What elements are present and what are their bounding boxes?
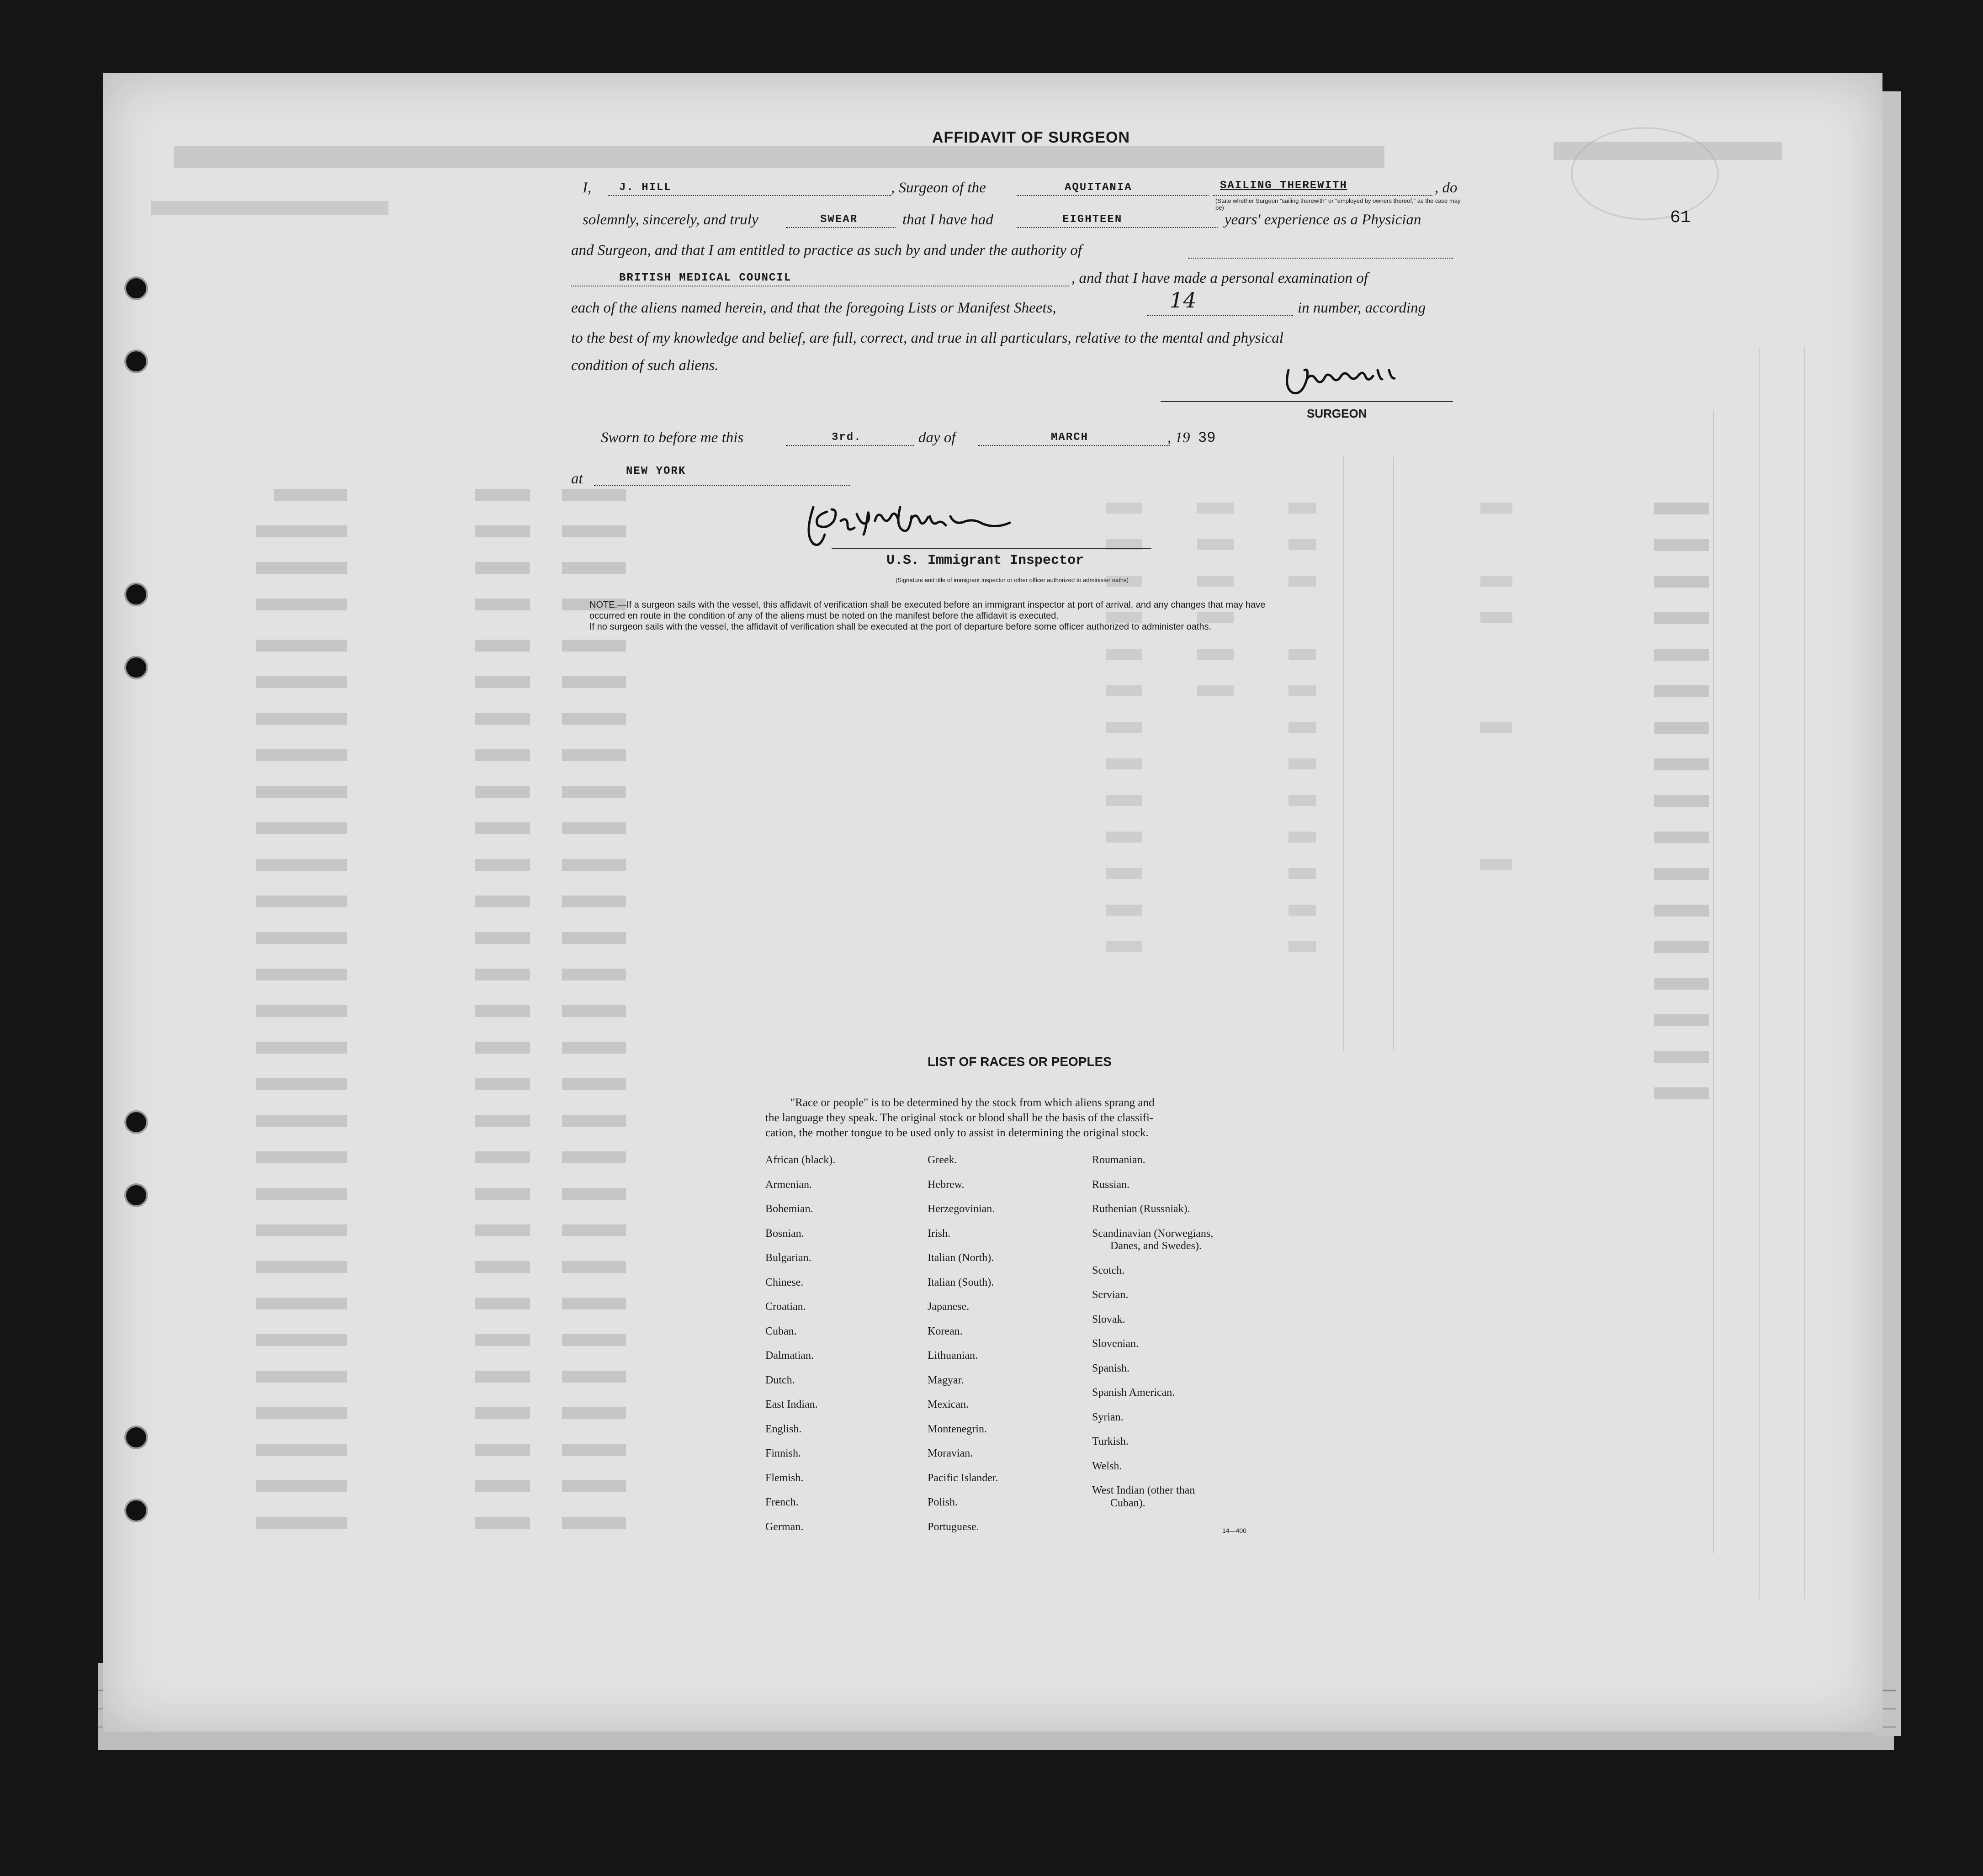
races-intro-3: cation, the mother tongue to be used only to assist in determining the original stock. — [765, 1127, 1149, 1139]
punch-hole — [124, 1426, 148, 1449]
race-entry: Moravian. — [928, 1447, 973, 1459]
swear-word: SWEAR — [820, 213, 858, 226]
race-entry: Scotch. — [1092, 1264, 1125, 1277]
race-entry: Pacific Islander. — [928, 1472, 998, 1484]
races-intro-2: the language they speak. The original stock or blood shall be the basis of the classifi- — [765, 1112, 1154, 1124]
race-entry: Magyar. — [928, 1374, 964, 1386]
affidavit-title: AFFIDAVIT OF SURGEON — [932, 129, 1130, 146]
sworn-prefix: Sworn to before me this — [601, 429, 744, 446]
race-entry: Armenian. — [765, 1178, 812, 1191]
inspector-instruction: (Signature and title of immigrant inspector or other officer authorized to administer oaths) — [896, 577, 1129, 583]
races-title: LIST OF RACES OR PEOPLES — [928, 1055, 1112, 1069]
race-entry: Cuban). — [1110, 1497, 1145, 1509]
race-entry: Greek. — [928, 1154, 957, 1166]
affidavit-line5-prefix: each of the aliens named herein, and that the foregoing Lists or Manifest Sheets, — [571, 300, 1056, 316]
race-entry: Slovenian. — [1092, 1338, 1139, 1350]
sworn-place: NEW YORK — [626, 465, 686, 477]
years-experience: EIGHTEEN — [1062, 213, 1123, 226]
race-entry: Danes, and Swedes). — [1110, 1240, 1202, 1252]
surgeon-signature — [1275, 352, 1421, 407]
surgeon-label: SURGEON — [1307, 407, 1367, 420]
sworn-day: 3rd. — [832, 431, 862, 444]
race-entry: Roumanian. — [1092, 1154, 1145, 1166]
race-entry: Portuguese. — [928, 1521, 979, 1533]
affidavit-line1-prefix: I, — [583, 180, 592, 196]
race-entry: Welsh. — [1092, 1460, 1122, 1472]
race-entry: Lithuanian. — [928, 1350, 978, 1362]
licensing-authority: BRITISH MEDICAL COUNCIL — [619, 272, 792, 284]
punch-hole — [124, 583, 148, 606]
race-entry: Dalmatian. — [765, 1350, 814, 1362]
race-entry: Polish. — [928, 1496, 958, 1508]
race-entry: Spanish. — [1092, 1362, 1130, 1374]
race-entry: Italian (North). — [928, 1252, 994, 1264]
race-entry: Italian (South). — [928, 1276, 994, 1288]
affidavit-line7: condition of such aliens. — [571, 357, 719, 374]
race-entry: Chinese. — [765, 1276, 804, 1288]
race-entry: Servian. — [1092, 1289, 1129, 1301]
affidavit-line4-suffix: , and that I have made a personal examination of — [1071, 270, 1368, 286]
race-entry: French. — [765, 1496, 799, 1508]
affidavit-line2-suffix: years' experience as a Physician — [1225, 212, 1421, 228]
affidavit-line1-surgeon-of: , Surgeon of the — [891, 180, 986, 196]
race-entry: Herzegovinian. — [928, 1203, 995, 1215]
vessel-name: AQUITANIA — [1065, 181, 1132, 194]
note-line-3: If no surgeon sails with the vessel, the affidavit of verification shall be executed at the port of departure before some officer authorized to administer oaths. — [589, 622, 1212, 632]
page-number: 61 — [1670, 208, 1691, 228]
note-line-2: occurred en route in the condition of any of the aliens must be noted on the manifest before the affidavit is executed. — [589, 611, 1059, 621]
race-entry: Bulgarian. — [765, 1252, 811, 1264]
inspector-label: U.S. Immigrant Inspector — [886, 553, 1084, 568]
form-number: 14—400 — [1222, 1527, 1246, 1534]
affidavit-line6: to the best of my knowledge and belief, are full, correct, and true in all particulars, relative to the mental and physical — [571, 330, 1283, 346]
punch-hole — [124, 1499, 148, 1522]
affidavit-line2-prefix: solemnly, sincerely, and truly — [583, 212, 758, 228]
races-intro-1: "Race or people" is to be determined by the stock from which aliens sprang and — [790, 1097, 1155, 1109]
race-entry: Turkish. — [1092, 1436, 1129, 1447]
race-entry: Croatian. — [765, 1301, 806, 1313]
inspector-signature — [795, 493, 1078, 557]
race-entry: Russian. — [1092, 1178, 1130, 1191]
affidavit-line5-suffix: in number, according — [1298, 300, 1426, 316]
race-entry: Bohemian. — [765, 1203, 813, 1215]
sworn-month: MARCH — [1051, 431, 1089, 444]
manifest-sheet-count: 14 — [1170, 288, 1197, 313]
race-entry: Slovak. — [1092, 1313, 1125, 1325]
sworn-day-of: day of — [918, 429, 956, 446]
surgeon-status: SAILING THEREWITH — [1220, 180, 1347, 192]
race-entry: East Indian. — [765, 1399, 818, 1410]
sworn-year-prefix: , 19 — [1167, 429, 1190, 446]
race-entry: Korean. — [928, 1325, 963, 1337]
affidavit-line1-do: , do — [1435, 180, 1458, 196]
race-entry: Syrian. — [1092, 1411, 1124, 1423]
race-entry: Dutch. — [765, 1374, 795, 1386]
affidavit-line2-had: that I have had — [902, 212, 993, 228]
race-entry: English. — [765, 1423, 802, 1435]
sworn-year: 39 — [1198, 429, 1216, 446]
punch-hole — [124, 276, 148, 300]
punch-hole — [124, 1183, 148, 1207]
punch-hole — [124, 350, 148, 373]
race-entry: Irish. — [928, 1227, 950, 1240]
race-entry: German. — [765, 1521, 804, 1533]
surgeon-name: J. HILL — [619, 181, 672, 194]
race-entry: Japanese. — [928, 1301, 970, 1313]
race-entry: Montenegrin. — [928, 1423, 987, 1435]
race-entry: West Indian (other than — [1092, 1484, 1195, 1496]
race-entry: Flemish. — [765, 1472, 804, 1484]
status-instruction: (State whether Surgeon "sailing therewith" or "employed by owners thereof," as the case may be) — [1215, 197, 1461, 211]
race-entry: Scandinavian (Norwegians, — [1092, 1227, 1214, 1240]
punch-hole — [124, 656, 148, 679]
race-entry: Spanish American. — [1092, 1387, 1175, 1399]
punch-hole — [124, 1110, 148, 1134]
affidavit-line3: and Surgeon, and that I am entitled to practice as such by and under the authority of — [571, 242, 1082, 259]
race-entry: Mexican. — [928, 1399, 969, 1410]
race-entry: Ruthenian (Russniak). — [1092, 1203, 1190, 1215]
at-prefix: at — [571, 471, 583, 487]
race-entry: Hebrew. — [928, 1178, 965, 1191]
race-entry: Bosnian. — [765, 1227, 804, 1240]
race-entry: African (black). — [765, 1154, 836, 1166]
note-line-1: NOTE.—If a surgeon sails with the vessel, this affidavit of verification shall be executed before an immigrant inspector at port of arrival, and any changes that may have — [589, 600, 1266, 610]
race-entry: Finnish. — [765, 1447, 801, 1459]
race-entry: Cuban. — [765, 1325, 797, 1337]
